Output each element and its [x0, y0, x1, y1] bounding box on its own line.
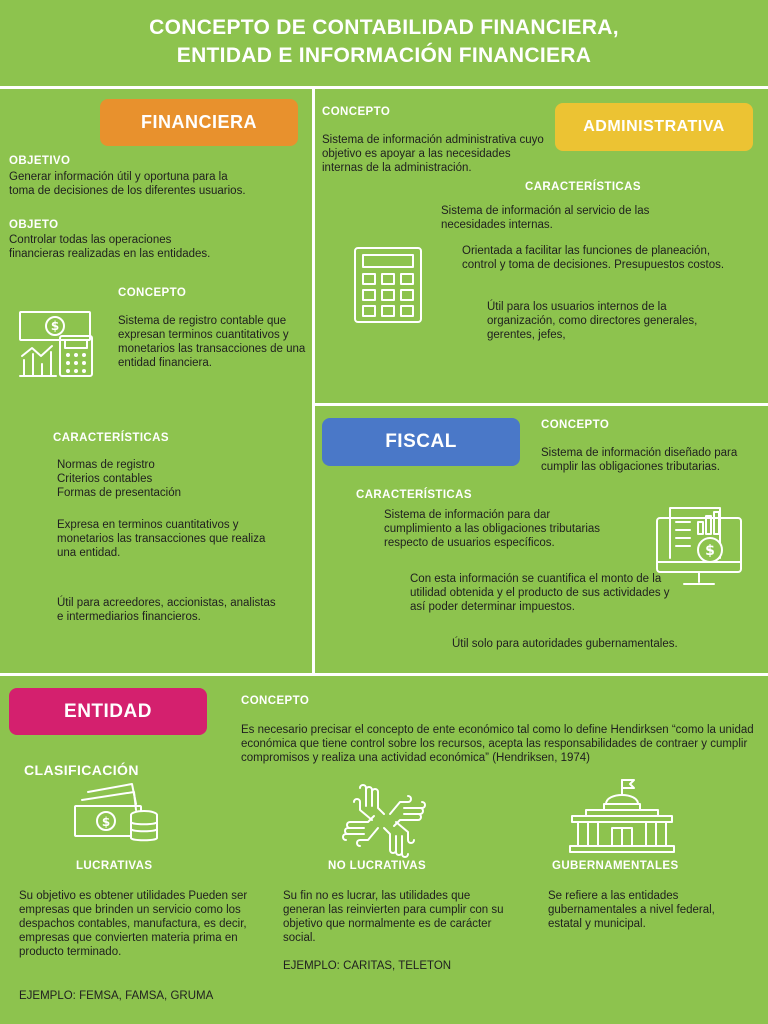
fiscal-concepto-label: CONCEPTO: [541, 419, 610, 431]
government-building-icon: [568, 778, 676, 854]
financiera-caracteristicas-label: CARACTERÍSTICAS: [53, 432, 169, 444]
svg-text:$: $: [50, 319, 60, 333]
page-title: [0, 14, 768, 70]
administrativa-car-3: Útil para los usuarios internos de la organización, como directores generales, gerentes, jefes,: [487, 301, 698, 341]
gubernamentales-label: GUBERNAMENTALES: [552, 860, 679, 872]
calculator-icon: [352, 245, 424, 325]
administrativa-concepto-label: CONCEPTO: [322, 106, 391, 118]
lucrativas-text: Su objetivo es obtener utilidades Pueden ser empresas que brinden un servicio como los despachos contables, manufactura, es decir, empresas que convierten materia prima en producto terminado.: [19, 890, 248, 958]
no-lucrativas-text: Su fin no es lucrar, las utilidades que generan las reinvierten para cumplir con su objetivo que normalmente es de carácter social.: [283, 890, 504, 944]
title-line-1: CONCEPTO DE CONTABILIDAD FINANCIERA,: [149, 16, 619, 39]
lucrativas-example: EJEMPLO: FEMSA, FAMSA, GRUMA: [19, 990, 214, 1002]
fiscal-car-3: Útil solo para autoridades gubernamentales.: [452, 638, 678, 650]
financiera-concepto-label: CONCEPTO: [118, 287, 187, 299]
objetivo-text: Generar información útil y oportuna para la toma de decisiones de los diferentes usuarios.: [9, 171, 246, 197]
no-lucrativas-example: EJEMPLO: CARITAS, TELETON: [283, 960, 452, 972]
svg-text:$: $: [705, 543, 715, 559]
hands-together-icon: [338, 780, 430, 862]
no-lucrativas-label: NO LUCRATIVAS: [328, 860, 427, 872]
entidad-concepto-label: CONCEPTO: [241, 695, 310, 707]
monitor-report-icon: [654, 502, 744, 590]
divider-top: [0, 86, 768, 89]
divider-mid-right: [312, 403, 768, 406]
objeto-text: Controlar todas las operaciones financieras realizadas en las entidades.: [9, 234, 211, 260]
financiera-car-1: Normas de registro: [57, 459, 155, 471]
financiera-concepto-text: Sistema de registro contable que expresan terminos cuantitativos y monetarios las transacciones de una entidad financiera.: [118, 315, 306, 369]
financiera-car-2: Criterios contables: [57, 473, 153, 485]
svg-text:$: $: [101, 815, 111, 829]
gubernamentales-text: Se refiere a las entidades gubernamentales a nivel federal, estatal y municipal.: [548, 890, 715, 930]
objeto-label: OBJETO: [9, 219, 59, 231]
fiscal-concepto-text: Sistema de información diseñado para cumplir las obligaciones tributarias.: [541, 447, 738, 473]
entidad-concepto-text: Es necesario precisar el concepto de ente económico tal como lo define Hendirksen “como la unidad económica que tiene control sobre los recursos, acepta las responsabilidades de contraer y cumplir compromisos y realiza una actividad económica” (Hendriksen, 1974): [241, 724, 754, 764]
financiera-car-3: Formas de presentación: [57, 487, 182, 499]
administrativa-caracteristicas-label: CARACTERÍSTICAS: [525, 181, 641, 193]
financiera-badge: FINANCIERA: [100, 99, 298, 146]
divider-bottom: [0, 673, 768, 676]
money-coins-icon: [72, 782, 162, 844]
fiscal-badge: FISCAL: [322, 418, 520, 466]
administrativa-car-2: Orientada a facilitar las funciones de planeación, control y toma de decisiones. Presupuestos costos.: [462, 245, 725, 271]
clasificacion-label: CLASIFICACIÓN: [24, 762, 139, 778]
financiera-car-4: Expresa en terminos cuantitativos y monetarios las transacciones que realiza una entidad.: [57, 519, 266, 559]
lucrativas-label: LUCRATIVAS: [76, 860, 153, 872]
fiscal-car-2: Con esta información se cuantifica el monto de la utilidad obtenida y el producto de sus actividades y así poder determinar impuestos.: [410, 573, 670, 613]
administrativa-car-1: Sistema de información al servicio de las necesidades internas.: [441, 205, 650, 231]
fiscal-caracteristicas-label: CARACTERÍSTICAS: [356, 489, 472, 501]
title-line-2: ENTIDAD E INFORMACIÓN FINANCIERA: [176, 44, 592, 67]
objetivo-label: OBJETIVO: [9, 155, 71, 167]
money-chart-calculator-icon: [16, 308, 98, 380]
financiera-car-5: Útil para acreedores, accionistas, analistas e intermediarios financieros.: [57, 597, 276, 623]
administrativa-badge: ADMINISTRATIVA: [555, 103, 753, 151]
fiscal-car-1: Sistema de información para dar cumplimiento a las obligaciones tributarias respecto de usuarios específicos.: [384, 509, 601, 549]
divider-vertical: [312, 86, 315, 676]
entidad-badge: ENTIDAD: [9, 688, 207, 735]
administrativa-concepto-text: Sistema de información administrativa cuyo objetivo es apoyar a las necesidades internas de la administración.: [322, 134, 544, 174]
